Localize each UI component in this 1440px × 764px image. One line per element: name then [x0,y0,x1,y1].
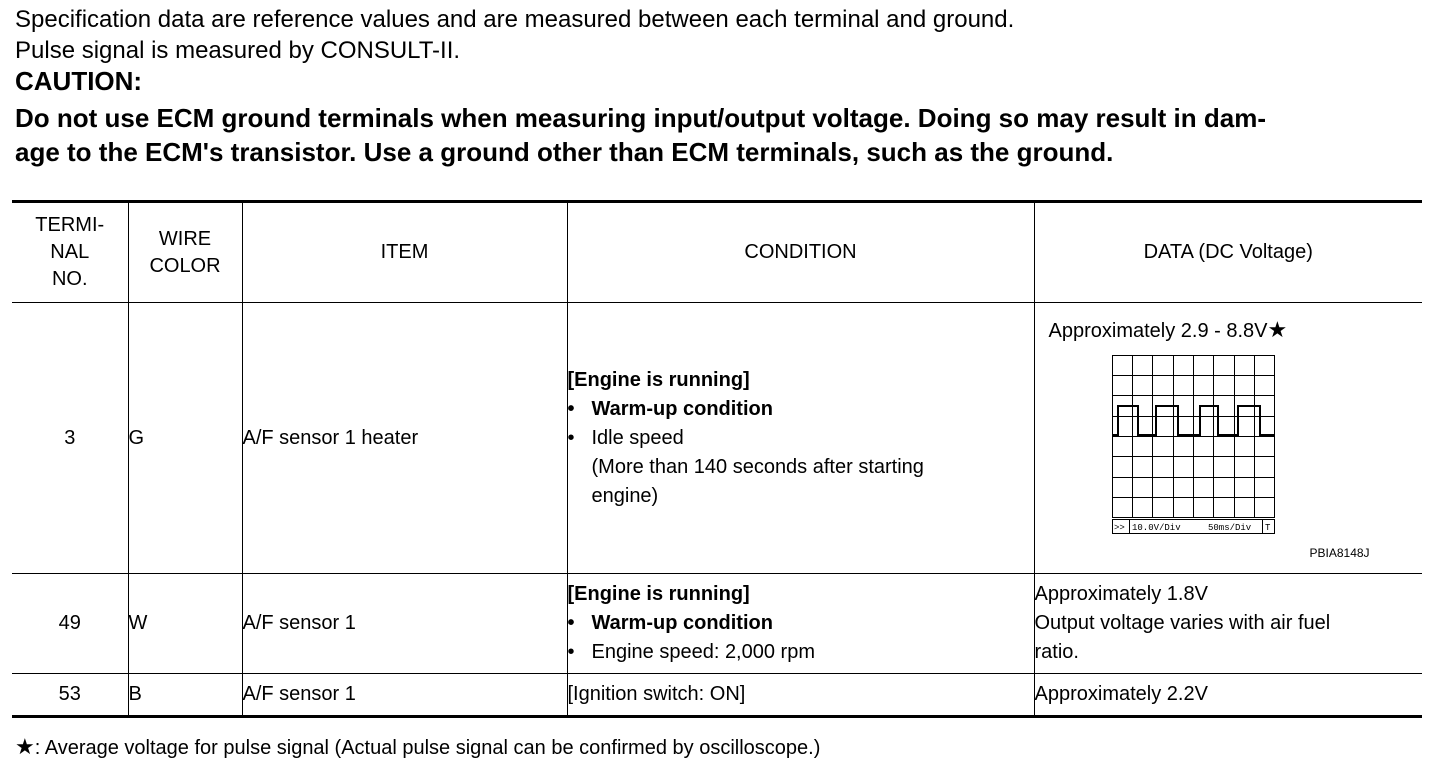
condition-heading: [Engine is running] [567,583,750,605]
star-icon: ★ [15,734,35,759]
wire-cell: W [128,574,242,674]
table-header-row [12,202,1422,303]
figure-code: PBIA8148J [1309,546,1370,560]
header-condition: CONDITION [567,202,1034,303]
scope-time-div: 50ms/Div [1207,523,1251,533]
terminal-cell: 49 [12,574,128,674]
oscilloscope-waveform [1112,355,1308,535]
condition-bullet: • Warm-up condition [568,609,1034,638]
condition-bullet: • Engine speed: 2,000 rpm [568,638,1034,667]
condition-cell [567,574,1034,674]
wire-cell: G [128,303,242,574]
footnote [15,734,820,760]
table-row [12,303,1422,574]
data-cell [1034,574,1422,674]
header-terminal: TERMI- NAL NO. [12,202,128,303]
data-cell [1034,303,1422,574]
data-value: Approximately 2.9 - 8.8V★ [1048,317,1288,342]
terminal-spec-table [12,200,1422,718]
data-note: ratio. [1034,641,1079,663]
header-data: DATA (DC Voltage) [1034,202,1422,303]
caution-text [15,101,1425,169]
intro-text [15,4,1014,97]
star-icon: ★ [1267,317,1288,342]
header-item: ITEM [242,202,567,303]
data-note: Output voltage varies with air fuel [1034,612,1331,634]
caution-line-1: Do not use ECM ground terminals when measuring input/output voltage. Doing so may result in dam- [15,103,1266,133]
condition-cell [567,303,1034,574]
scope-volts-div: 10.0V/Div [1131,523,1181,533]
spec-note: Specification data are reference values and are measured between each terminal and ground. [15,6,1015,33]
table-row [12,574,1422,674]
item-cell: A/F sensor 1 [242,574,567,674]
header-wire-color: WIRE COLOR [128,202,242,303]
pulse-note: Pulse signal is measured by CONSULT-II. [15,37,461,64]
condition-continuation: engine) [591,484,659,507]
condition-bullet: • Idle speed [568,424,1034,453]
data-value: Approximately 2.2V [1034,683,1208,705]
svg-text:T: T [1264,523,1270,533]
condition-heading: [Engine is running] [567,368,750,391]
condition-bullet: • Warm-up condition [568,395,1034,424]
item-cell: A/F sensor 1 [242,674,567,717]
wire-cell: B [128,674,242,717]
terminal-cell: 3 [12,303,128,574]
condition-heading: [Ignition switch: ON] [567,674,1034,717]
terminal-cell: 53 [12,674,128,717]
caution-label: CAUTION: [15,66,143,96]
table-row [12,674,1422,717]
footnote-text: : Average voltage for pulse signal (Actual pulse signal can be confirmed by oscilloscope.) [34,737,821,759]
caution-line-2: age to the ECM's transistor. Use a ground other than ECM terminals, such as the ground. [15,137,1114,167]
data-value: Approximately 1.8V [1034,583,1208,605]
item-cell: A/F sensor 1 heater [242,303,567,574]
condition-continuation: (More than 140 seconds after starting [591,455,924,478]
svg-text:>>: >> [1113,523,1125,533]
